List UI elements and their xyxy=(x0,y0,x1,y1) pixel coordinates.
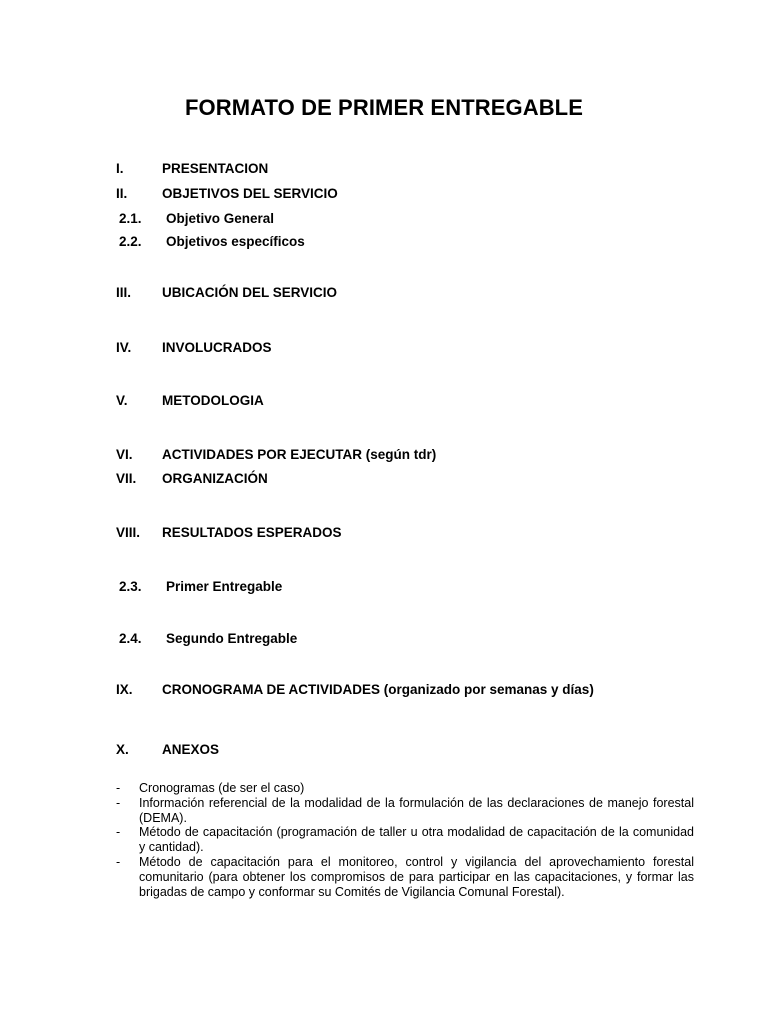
bullet-dash: - xyxy=(116,825,121,840)
annex-item xyxy=(116,796,694,826)
annex-item xyxy=(116,781,694,796)
subsection-number: 2.2. xyxy=(119,234,142,249)
annex-item-text: Método de capacitación para el monitoreo, control y vigilancia del aprovechamiento forestal comunitario (para obtener los compromisos de para participar en las capacitaciones, y formar las brigadas de campo y conformar su Comités de Vigilancia Comunal Forestal). xyxy=(139,854,694,899)
section-number: V. xyxy=(116,393,128,408)
section-heading: METODOLOGIA xyxy=(162,393,264,408)
bullet-dash: - xyxy=(116,781,121,795)
bullet-dash: - xyxy=(116,795,121,810)
section-number: IV. xyxy=(116,340,132,355)
section-heading: ACTIVIDADES POR EJECUTAR (según tdr) xyxy=(162,447,437,462)
section-number: VII. xyxy=(116,471,137,486)
section-heading: UBICACIÓN DEL SERVICIO xyxy=(162,285,338,300)
document-title: FORMATO DE PRIMER ENTREGABLE xyxy=(185,95,583,120)
annex-item xyxy=(116,825,694,855)
annex-item-text: Información referencial de la modalidad de la formulación de las declaraciones de manejo forestal (DEMA). xyxy=(139,795,694,825)
subsection-number: 2.1. xyxy=(119,211,142,226)
subsection-number: 2.4. xyxy=(119,631,142,646)
section-number: X. xyxy=(116,742,129,757)
section-heading: CRONOGRAMA DE ACTIVIDADES (organizado por semanas y días) xyxy=(162,682,594,697)
section-heading: ORGANIZACIÓN xyxy=(162,471,268,486)
section-number: VIII. xyxy=(116,525,141,540)
subsection-heading: Primer Entregable xyxy=(166,579,283,594)
subsection-number: 2.3. xyxy=(119,579,142,594)
subsection-heading: Objetivo General xyxy=(166,211,275,226)
bullet-dash: - xyxy=(116,854,121,869)
annex-item xyxy=(116,855,694,899)
section-heading: RESULTADOS ESPERADOS xyxy=(162,525,342,540)
annex-list xyxy=(116,781,694,899)
section-number: VI. xyxy=(116,447,133,462)
subsection-heading: Segundo Entregable xyxy=(166,631,298,646)
section-number: III. xyxy=(116,285,132,300)
section-heading: OBJETIVOS DEL SERVICIO xyxy=(162,186,338,201)
subsection-heading: Objetivos específicos xyxy=(166,234,305,249)
section-heading: INVOLUCRADOS xyxy=(162,340,272,355)
section-heading: PRESENTACION xyxy=(162,161,269,176)
section-number: I. xyxy=(116,161,124,176)
section-number: IX. xyxy=(116,682,133,697)
annex-item-text: Método de capacitación (programación de taller u otra modalidad de capacitación de la comunidad y cantidad). xyxy=(139,825,694,855)
section-number: II. xyxy=(116,186,128,201)
section-heading: ANEXOS xyxy=(162,742,220,757)
annex-item-text: Cronogramas (de ser el caso) xyxy=(139,781,305,795)
